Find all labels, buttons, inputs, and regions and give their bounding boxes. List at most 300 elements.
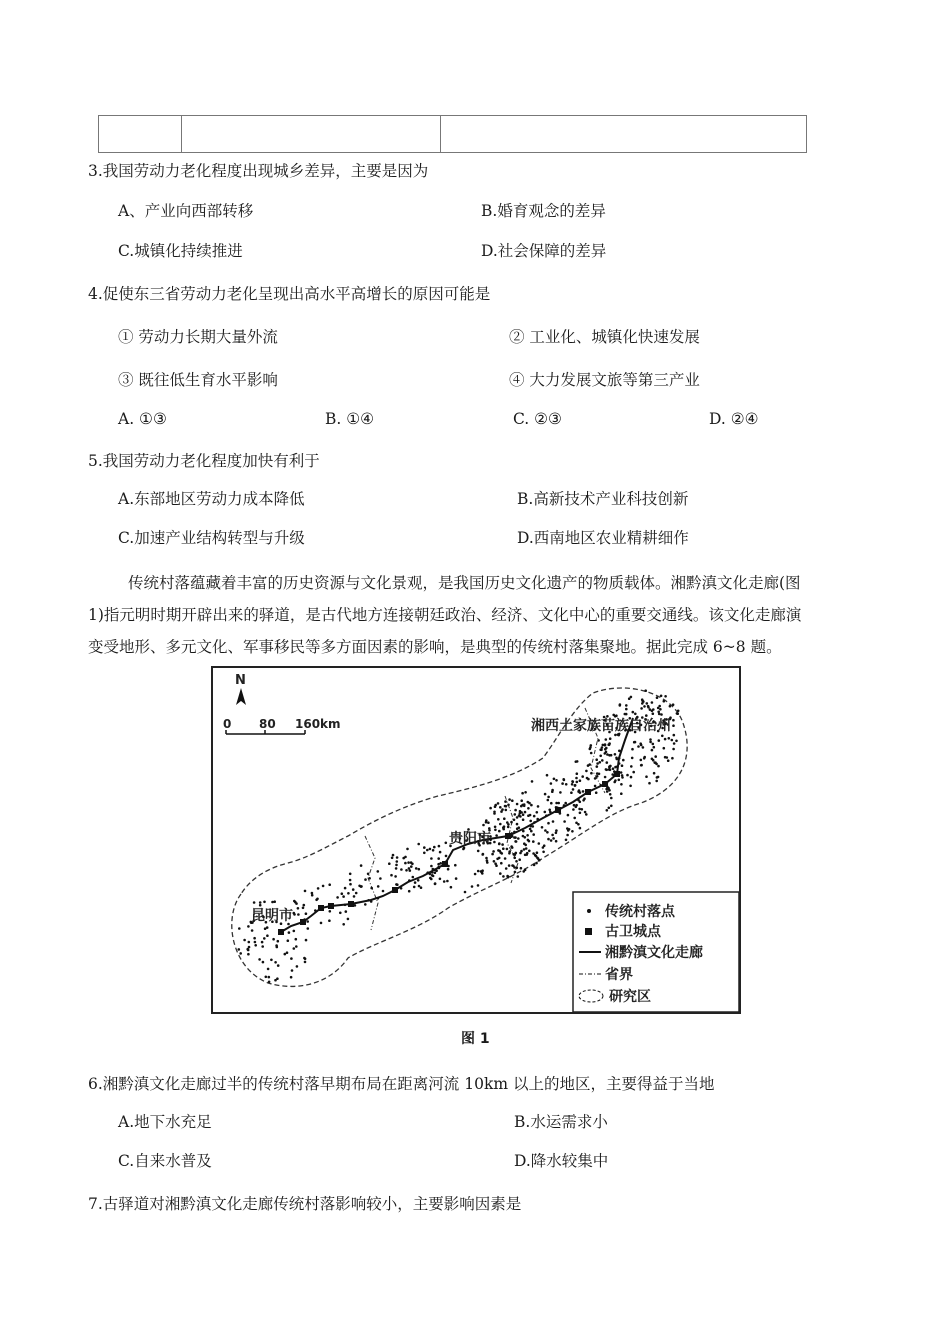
village-dot [437, 857, 440, 860]
village-dot [503, 817, 506, 820]
village-dot [541, 826, 544, 829]
village-dot [395, 864, 398, 867]
village-dot [508, 852, 511, 855]
village-dot [400, 868, 403, 871]
village-dot [572, 808, 575, 811]
village-dot [524, 854, 527, 857]
village-dot [630, 696, 633, 699]
q6-option-b: B.水运需求小 [514, 1113, 608, 1131]
village-dot [471, 885, 474, 888]
village-dot [388, 862, 391, 865]
village-dot [529, 820, 532, 823]
table-row [99, 116, 807, 153]
village-dot [528, 850, 531, 853]
village-dot [625, 708, 628, 711]
village-dot [652, 708, 655, 711]
village-dot [652, 712, 655, 715]
village-dot [293, 947, 296, 950]
village-dot [477, 870, 480, 873]
village-dot [370, 887, 373, 890]
village-dot [404, 862, 407, 865]
village-dot [646, 702, 649, 705]
village-dot [423, 846, 426, 849]
village-dot [518, 858, 521, 861]
village-dot [653, 746, 656, 749]
village-dot [408, 890, 411, 893]
village-dot [504, 857, 507, 860]
village-dot [286, 951, 289, 954]
village-dot [653, 772, 656, 775]
passage-line-1: 传统村落蕴藏着丰富的历史资源与文化景观，是我国历史文化遗产的物质载体。湘黔滇文化走廊(图 [128, 574, 801, 592]
village-dot [500, 810, 503, 813]
q7-stem: 7.古驿道对湘黔滇文化走廊传统村落影响较小，主要影响因素是 [88, 1195, 522, 1213]
village-dot [268, 981, 271, 984]
village-dot [649, 738, 652, 741]
village-dot [277, 964, 280, 967]
village-dot [637, 745, 640, 748]
village-dot [571, 783, 574, 786]
village-dot [546, 774, 549, 777]
village-dot [663, 700, 666, 703]
village-dot [510, 845, 513, 848]
village-dot [667, 759, 670, 762]
village-dot [535, 862, 538, 865]
village-dot [555, 840, 558, 843]
village-dot [536, 851, 539, 854]
village-dot [261, 945, 264, 948]
village-dot [542, 851, 545, 854]
legend-village-symbol [587, 909, 591, 913]
q4-option-b: B. ①④ [325, 410, 375, 428]
village-dot [608, 744, 611, 747]
village-dot [622, 759, 625, 762]
village-dot [663, 747, 666, 750]
village-dot [610, 754, 613, 757]
village-dot [672, 724, 675, 727]
village-dot [342, 895, 345, 898]
village-dot [396, 856, 399, 859]
village-dot [581, 808, 584, 811]
q5-option-b: B.高新技术产业科技创新 [517, 490, 689, 508]
village-dot [263, 901, 266, 904]
village-dot [643, 756, 646, 759]
village-dot [349, 879, 352, 882]
fort-point [505, 833, 511, 839]
village-dot [522, 818, 525, 821]
scale-bar [226, 730, 305, 734]
village-dot [248, 946, 251, 949]
village-dot [510, 821, 513, 824]
fort-point [300, 919, 306, 925]
village-dot [532, 833, 535, 836]
fort-point [328, 903, 334, 909]
village-dot [505, 805, 508, 808]
q4-option-c: C. ②③ [513, 410, 562, 428]
village-dot [619, 704, 622, 707]
village-dot [347, 892, 350, 895]
village-dot [494, 862, 497, 865]
label-xiangxi: 湘西土家族苗族自治州 [531, 718, 671, 734]
village-dot [513, 819, 516, 822]
village-dot [550, 802, 553, 805]
village-dot [270, 959, 273, 962]
village-dot [596, 762, 599, 765]
village-dot [609, 737, 612, 740]
village-dot [652, 743, 655, 746]
village-dot [658, 713, 661, 716]
village-dot [609, 793, 612, 796]
village-dot [498, 830, 501, 833]
village-dot [576, 772, 579, 775]
village-dot [328, 919, 331, 922]
village-dot [499, 823, 502, 826]
village-dot [259, 904, 262, 907]
village-dot [519, 810, 522, 813]
village-dot [601, 746, 604, 749]
village-dot [621, 776, 624, 779]
village-dot [290, 957, 293, 960]
village-dot [654, 755, 657, 758]
village-dot [429, 848, 432, 851]
village-dot [336, 896, 339, 899]
village-dot [272, 938, 275, 941]
q3-option-a: A、产业向西部转移 [118, 202, 254, 220]
village-dot [391, 857, 394, 860]
legend-corridor: 湘黔滇文化走廊 [605, 945, 703, 961]
village-dot [358, 885, 361, 888]
village-dot [643, 705, 646, 708]
village-dot [608, 807, 611, 810]
village-dot [664, 695, 667, 698]
village-dot [520, 799, 523, 802]
village-dot [529, 828, 532, 831]
village-dot [543, 844, 546, 847]
fort-point [442, 861, 448, 867]
village-dot [515, 860, 518, 863]
village-dot [579, 779, 582, 782]
village-dot [501, 843, 504, 846]
village-dot [527, 814, 530, 817]
passage-line-2: 1)指元明时期开辟出来的驿道，是古代地方连接朝廷政治、经济、文化中心的重要交通线。该文化走廊演 [88, 606, 802, 624]
village-dot [430, 865, 433, 868]
village-dot [417, 843, 420, 846]
answer-table [98, 115, 807, 153]
village-dot [443, 880, 446, 883]
village-dot [304, 961, 307, 964]
village-dot [274, 961, 277, 964]
village-dot [439, 878, 442, 881]
village-dot [450, 886, 453, 889]
village-dot [620, 771, 623, 774]
village-dot [517, 875, 520, 878]
village-dot [423, 852, 426, 855]
village-dot [341, 892, 344, 895]
fort-point [278, 929, 284, 935]
village-dot [526, 852, 529, 855]
village-dot [486, 859, 489, 862]
village-dot [499, 806, 502, 809]
village-dot [519, 852, 522, 855]
village-dot [288, 931, 291, 934]
village-dot [664, 738, 667, 741]
village-dot [322, 885, 325, 888]
village-dot [446, 880, 449, 883]
fort-point [585, 789, 591, 795]
village-dot [626, 774, 629, 777]
village-dot [533, 864, 536, 867]
north-label: N [235, 673, 246, 688]
village-dot [239, 952, 242, 955]
village-dot [550, 782, 553, 785]
village-dot [579, 801, 582, 804]
village-dot [405, 869, 408, 872]
village-dot [552, 837, 555, 840]
village-dot [522, 813, 525, 816]
village-dot [492, 850, 495, 853]
village-dot [247, 949, 250, 952]
village-dot [342, 923, 345, 926]
village-dot [295, 938, 298, 941]
village-dot [489, 807, 492, 810]
village-dot [396, 860, 399, 863]
village-dot [392, 854, 395, 857]
village-dot [608, 789, 611, 792]
village-dot [500, 862, 503, 865]
village-dot [410, 865, 413, 868]
village-dot [494, 826, 497, 829]
village-dot [585, 770, 588, 773]
village-dot [295, 945, 298, 948]
village-dot [538, 859, 541, 862]
village-dot [243, 939, 246, 942]
village-dot [494, 829, 497, 832]
village-dot [520, 867, 523, 870]
village-dot [590, 752, 593, 755]
village-dot [642, 746, 645, 749]
village-dot [477, 884, 480, 887]
q4-stem: 4.促使东三省劳动力老化呈现出高水平高增长的原因可能是 [88, 285, 491, 303]
village-dot [439, 851, 442, 854]
village-dot [588, 763, 591, 766]
q5-option-a: A.东部地区劳动力成本降低 [118, 490, 305, 508]
village-dot [305, 939, 308, 942]
village-dot [537, 805, 540, 808]
village-dot [328, 883, 331, 886]
village-dot [582, 790, 585, 793]
q4-statement-2: ② 工业化、城镇化快速发展 [509, 328, 700, 346]
village-dot [438, 845, 441, 848]
village-dot [493, 811, 496, 814]
village-dot [426, 849, 429, 852]
village-dot [555, 802, 558, 805]
fort-point [602, 781, 608, 787]
village-dot [651, 749, 654, 752]
village-dot [536, 811, 539, 814]
village-dot [579, 827, 582, 830]
q4-option-a: A. ①③ [118, 410, 167, 428]
village-dot [532, 840, 535, 843]
village-dot [413, 886, 416, 889]
village-dot [434, 882, 437, 885]
village-dot [547, 838, 550, 841]
village-dot [507, 804, 510, 807]
village-dot [668, 737, 671, 740]
village-dot [485, 821, 488, 824]
village-dot [407, 861, 410, 864]
village-dot [293, 930, 296, 933]
village-dot [604, 743, 607, 746]
village-dot [610, 797, 613, 800]
village-dot [617, 734, 620, 737]
village-dot [412, 876, 415, 879]
village-dot [599, 755, 602, 758]
village-dot [253, 901, 256, 904]
village-dot [513, 866, 516, 869]
village-dot [612, 767, 615, 770]
village-dot [597, 739, 600, 742]
village-dot [634, 741, 637, 744]
map-canvas [213, 668, 739, 1012]
village-dot [516, 816, 519, 819]
village-dot [517, 837, 520, 840]
village-dot [477, 850, 480, 853]
village-dot [573, 817, 576, 820]
village-dot [406, 848, 409, 851]
village-dot [516, 803, 519, 806]
village-dot [505, 809, 508, 812]
village-dot [551, 790, 554, 793]
village-dot [494, 805, 497, 808]
village-dot [652, 759, 655, 762]
q6-option-d: D.降水较集中 [514, 1152, 609, 1170]
scale-label-0: 0 [223, 717, 232, 731]
village-dot [523, 842, 526, 845]
village-dot [447, 868, 450, 871]
village-dot [377, 870, 380, 873]
village-dot [507, 826, 510, 829]
q6-option-a: A.地下水充足 [118, 1113, 212, 1131]
fort-point [348, 901, 354, 907]
village-dot [251, 929, 254, 932]
village-dot [660, 695, 663, 698]
village-dot [455, 877, 458, 880]
village-dot [631, 757, 634, 760]
village-dot [306, 920, 309, 923]
village-dot [576, 781, 579, 784]
village-dot [265, 976, 268, 979]
village-dot [582, 799, 585, 802]
village-dot [395, 867, 398, 870]
village-dot [508, 798, 511, 801]
village-dot [609, 765, 612, 768]
village-dot [408, 867, 411, 870]
village-dot [606, 790, 609, 793]
village-dot [360, 864, 363, 867]
village-dot [596, 775, 599, 778]
village-dot [658, 739, 661, 742]
village-dot [566, 834, 569, 837]
legend-fort: 古卫城点 [605, 924, 661, 940]
village-dot [429, 877, 432, 880]
village-dot [382, 890, 385, 893]
village-dot [572, 788, 575, 791]
village-dot [345, 910, 348, 913]
village-dot [672, 703, 675, 706]
village-dot [418, 868, 421, 871]
q3-option-d: D.社会保障的差异 [481, 242, 607, 260]
figure-1-map [211, 666, 741, 1014]
village-dot [526, 834, 529, 837]
village-dot [514, 813, 517, 816]
village-dot [364, 903, 367, 906]
village-dot [493, 860, 496, 863]
village-dot [487, 821, 490, 824]
village-dot [437, 863, 440, 866]
village-dot [302, 907, 305, 910]
village-dot [527, 807, 530, 810]
village-dot [533, 815, 536, 818]
village-dot [531, 780, 534, 783]
village-dot [414, 881, 417, 884]
village-dot [502, 826, 505, 829]
village-dot [594, 777, 597, 780]
village-dot [293, 900, 296, 903]
village-dot [565, 783, 568, 786]
village-dot [511, 799, 514, 802]
village-dot [544, 793, 547, 796]
village-dot [547, 822, 550, 825]
q3-stem: 3.我国劳动力老化程度出现城乡差异，主要是因为 [88, 162, 429, 180]
village-dot [640, 759, 643, 762]
village-dot [676, 712, 679, 715]
village-dot [618, 779, 621, 782]
q6-option-c: C.自来水普及 [118, 1152, 212, 1170]
village-dot [514, 871, 517, 874]
village-dot [570, 791, 573, 794]
village-dot [508, 864, 511, 867]
village-dot [601, 759, 604, 762]
village-dot [587, 778, 590, 781]
village-dot [445, 842, 448, 845]
village-dot [404, 856, 407, 859]
fort-point [318, 905, 324, 911]
village-dot [677, 710, 680, 713]
village-dot [630, 776, 633, 779]
village-dot [394, 875, 397, 878]
village-dot [669, 705, 672, 708]
village-dot [596, 772, 599, 775]
village-dot [514, 809, 517, 812]
q4-statement-1: ① 劳动力长期大量外流 [118, 328, 278, 346]
village-dot [297, 907, 300, 910]
village-dot [344, 887, 347, 890]
village-dot [505, 867, 508, 870]
village-dot [248, 941, 251, 944]
village-dot [268, 976, 271, 979]
village-dot [625, 704, 628, 707]
village-dot [642, 700, 645, 703]
village-dot [254, 944, 257, 947]
village-dot [238, 948, 241, 951]
village-dot [297, 913, 300, 916]
village-dot [606, 761, 609, 764]
village-dot [516, 823, 519, 826]
village-dot [620, 792, 623, 795]
village-dot [555, 779, 558, 782]
q4-option-d: D. ②④ [709, 410, 759, 428]
village-dot [498, 857, 501, 860]
village-dot [658, 705, 661, 708]
